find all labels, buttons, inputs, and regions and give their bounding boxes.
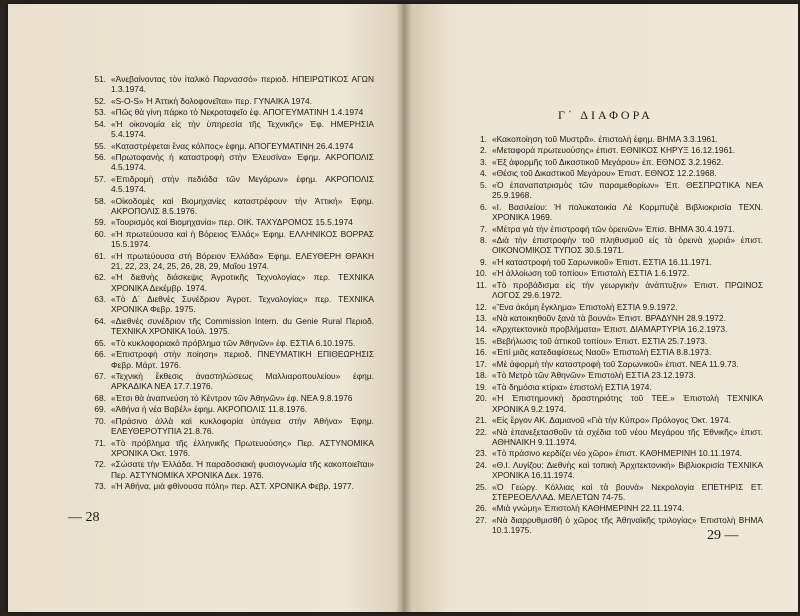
entry-text: «Μιὰ γνώμη» Ἐπιστολὴ ΚΑΘΗΜΕΡΙΝΗ 22.11.1974. <box>492 503 685 514</box>
entry-number: 68. <box>94 392 106 403</box>
entry-number: 53. <box>94 107 106 118</box>
entry-number: 67. <box>94 371 106 382</box>
entry-text: «Καταστρέφεται ἕνας κόλπος» ἐφημ. ΑΠΟΓΕΥΜΑΤΙΝΗ 26.4.1974 <box>111 140 354 151</box>
entry-text: «Θέσις τοῦ Δικαστικοῦ Μεγάρου» Ἐπιστ. ΕΘΝΟΣ 12.2.1968. <box>492 168 717 179</box>
entry-text: «Τὸ προβάδισμα εἰς τὴν γεωργικὴν ἀνάπτυξιν» Ἐπιστ. ΠΡΩΙΝΟΣ ΛΟΓΟΣ 29.6.1972. <box>492 279 763 301</box>
entry-number: 52. <box>94 95 106 106</box>
entry-text: «Τὸ πρόβλημα τῆς ἑλληνικῆς Πρωτευούσης» Περ. ΑΣΤΥΝΟΜΙΚΑ ΧΡΟΝΙΚΑ Ὀκτ. 1976. <box>111 437 374 458</box>
entry-text: «Ἡ Ἀθήνα, μιὰ φθίνουσα πόλη» περ. ΑΣΤ. ΧΡΟΝΙΚΑ Φεβρ. 1977. <box>111 481 354 492</box>
entry-number: 58. <box>94 195 106 206</box>
bibliography-entry <box>84 349 374 370</box>
entry-number: 13. <box>475 313 487 323</box>
bibliography-entry <box>463 415 763 425</box>
bibliography-entry <box>463 313 763 323</box>
bibliography-entry <box>463 460 763 481</box>
bibliography-entry <box>84 371 374 392</box>
bibliography-entry <box>84 174 374 195</box>
right-page <box>403 4 798 612</box>
entry-text: «Ὁ Γεώργ. Κόλλιας καὶ τὰ βουνὰ» Νεκρολογία ΕΠΕΤΗΡΙΣ ΕΤ. ΣΤΕΡΕΟΕΛΛΑΔ. ΜΕΛΕΤΩΝ 74-75. <box>492 481 763 502</box>
entry-number: 24. <box>475 459 487 470</box>
entry-text: «Ἀρχιτεκτονικὰ προβλήματα» Ἐπιστ. ΔΙΑΜΑΡΤΥΡΙΑ 16.2.1973. <box>492 324 728 335</box>
entry-text: «Ἐπὶ μιᾶς κατεδαφίσεως Ναοῦ» Ἐπιστολὴ ΕΣΤΙΑ 8.8.1973. <box>492 347 712 358</box>
entry-text: «Τουρισμὸς καὶ Βιομηχανία» περ. ΟΙΚ. ΤΑΧΥΔΡΟΜΟΣ 15.5.1974 <box>111 217 353 228</box>
entry-text: «Μέτρα γιὰ τὴν ἐπιστροφὴ τῶν ὀρεινῶν» Ἐπισ. ΒΗΜΑ 30.4.1971. <box>492 223 735 234</box>
entry-text: «Ἡ πρωτεύουσα στὴ Βόρειον Ἑλλάδα» Ἐφημ. ΕΛΕΥΘΕΡΗ ΘΡΑΚΗ 21, 22, 23, 24, 25, 26, 28, 29, Μαΐου 1974. <box>111 250 374 271</box>
entry-text: «Θ.Ι. Λυγίζου: Διεθνὴς καὶ τοπικὴ Ἀρχιτεκτονικὴ» Βιβλιοκρισία ΤΕΧΝΙΚΑ ΧΡΟΝΙΚΑ 16.11.1974. <box>492 459 763 481</box>
bibliography-entry <box>84 152 374 173</box>
entry-text: «Ἐπιδρομὴ στὴν πεδιάδα τῶν Μεγάρων» ἐφημ. ΑΚΡΟΠΟΛΙΣ 4.5.1974. <box>111 173 374 195</box>
bibliography-entry <box>463 157 763 167</box>
bibliography-entry <box>463 324 763 334</box>
entry-text: «Διὰ τὴν ἐπιστροφὴν τοῦ πληθυσμοῦ εἰς τὰ ὀρεινὰ χωριά» ἐπιστ. ΟΙΚΟΝΟΜΙΚΟΣ ΤΥΠΟΣ 30.5.1971. <box>492 234 763 256</box>
entry-number: 59. <box>94 217 106 228</box>
book-spread <box>8 4 798 612</box>
entry-text: «Τὸ Δ΄ Διεθνὲς Συνέδριον Ἀγροτ. Τεχνολογίας» περ. ΤΕΧΝΙΚΑ ΧΡΟΝΙΚΑ Φεβρ. 1975. <box>111 294 374 315</box>
entry-number: 12. <box>475 301 487 312</box>
entry-number: 54. <box>94 118 106 129</box>
entry-number: 64. <box>94 315 106 326</box>
bibliography-entry <box>84 229 374 250</box>
bibliography-entry <box>84 196 374 217</box>
bibliography-entry <box>84 141 374 151</box>
entry-text: «Ὁ ἐπαναπατρισμὸς τῶν παραμεθορίων» Ἐπ. ΘΕΣΠΡΩΤΙΚΑ ΝΕΑ 25.9.1968. <box>492 179 763 201</box>
entry-number: 62. <box>94 272 106 283</box>
bibliography-entry <box>463 448 763 458</box>
bibliography-entry <box>84 404 374 414</box>
entry-text: «Νὰ κατοικηθοῦν ξανὰ τὰ βουνά» Ἐπιστ. ΒΡΑΔΥΝΗ 28.9.1972. <box>492 313 726 323</box>
bibliography-entry <box>84 416 374 437</box>
entry-number: 73. <box>94 481 106 492</box>
entry-number: 7. <box>480 223 487 234</box>
entry-text: «Πῶς θὰ γίνη πάρκο τὸ Νεκροταφεῖο ἐφ. ΑΠΟΓΕΥΜΑΤΙΝΗ 1.4.1974 <box>111 107 364 118</box>
bibliography-entry <box>463 257 763 267</box>
entry-text: «Ἡ ἀλλοίωση τοῦ τοπίου» Ἐπιστολὴ ΕΣΤΙΑ 1.6.1972. <box>492 268 690 279</box>
entry-number: 61. <box>94 250 106 261</box>
entry-text: «Μεταφορὰ πρωτευούσης» ἐπιστ. ΕΘΝΙΚΟΣ ΚΗΡΥΞ 16.12.1961. <box>492 145 736 156</box>
bibliography-entry <box>463 382 763 392</box>
entry-number: 22. <box>475 426 487 437</box>
bibliography-entry <box>84 316 374 337</box>
bibliography-entry <box>463 359 763 369</box>
entry-number: 21. <box>475 415 487 426</box>
entry-number: 14. <box>475 324 487 335</box>
entry-number: 51. <box>94 74 106 84</box>
entry-number: 9. <box>480 256 487 267</box>
entry-number: 25. <box>475 481 487 492</box>
entry-number: 8. <box>480 234 487 245</box>
entry-number: 18. <box>475 370 487 381</box>
bibliography-entry <box>463 202 763 223</box>
entry-text: «Τὸ πράσινο κερδίζει νέο χῶρο» ἐπιστ. ΚΑΘΗΜΕΡΙΝΗ 10.11.1974. <box>492 448 742 459</box>
section-heading: Γ΄ ΔΙΑΦΟΡΑ <box>558 108 653 122</box>
entry-text: «Σώσατε τὴν Ἑλλάδα. Ἡ παραδοσιακὴ φυσιογνωμία τῆς κακοποιεῖται» Περ. ΑΣΤΥΝΟΜΙΚΑ ΧΡΟΝΙΚΑ Δεκ. 1976. <box>111 459 374 480</box>
entry-number: 60. <box>94 228 106 239</box>
left-page-entry-list <box>84 74 374 493</box>
entry-text: «Πράσινο ἀλλὰ καὶ κυκλοφορία ὑπάγεια στὴν Ἀθήνα» Ἐφημ. ΕΛΕΥΘΕΡΟΤΥΠΙΑ 21.8.76. <box>111 415 374 437</box>
entry-number: 19. <box>475 381 487 392</box>
page-number-left: — 28 <box>68 510 100 525</box>
entry-number: 27. <box>475 514 487 525</box>
bibliography-entry <box>84 96 374 106</box>
entry-text: «Νὰ ἐπανεξετασθοῦν τὰ σχέδια τοῦ νέου Μεγάρου τῆς Ἐθνικῆς» ἐπιστ. ΑΘΗΝΑΙΚΗ 9.11.1974. <box>492 426 763 447</box>
entry-text: «Τὸ κυκλοφοριακὸ πρόβλημα τῶν Ἀθηνῶν» ἐφ. ΕΣΤΙΑ 6.10.1975. <box>111 337 356 348</box>
bibliography-entry <box>463 370 763 380</box>
entry-text: «Βεβήλωσις τοῦ ἀττικοῦ τοπίου» Ἐπιστ. ΕΣΤΙΑ 25.7.1973. <box>492 335 708 346</box>
entry-number: 23. <box>475 448 487 459</box>
bibliography-entry <box>463 302 763 312</box>
right-page-entry-list <box>463 134 763 537</box>
page-number-right: 29 — <box>707 528 739 543</box>
entry-number: 1. <box>480 134 487 144</box>
entry-number: 26. <box>475 503 487 514</box>
entry-text: «Πρωτοφανὴς ἡ καταστροφὴ στὴν Ἐλευσίνα» Ἐφημ. ΑΚΡΟΠΟΛΙΣ 4.5.1974. <box>111 152 374 173</box>
entry-text: «Διεθνὲς συνέδριον τῆς Commission Intern. du Genie Rural Περιοδ. ΤΕΧΝΙΚΑ ΧΡΟΝΙΚΑ Ἰούλ. 1975. <box>111 315 374 337</box>
left-page <box>8 4 403 612</box>
entry-number: 65. <box>94 337 106 348</box>
entry-text: «Ἀνεβαίνοντας τὸν ἰταλικὸ Παρνασσό» περιοδ. ΗΠΕΙΡΩΤΙΚΟΣ ΑΓΩΝ 1.3.1974. <box>111 74 374 95</box>
bibliography-entry <box>463 134 763 144</box>
bibliography-entry <box>84 272 374 293</box>
bibliography-entry <box>463 503 763 513</box>
entry-text: «Ἡ οἰκονομία εἰς τὴν ὑπηρεσία τῆς Τεχνικῆς» Ἐφ. ΗΜΕΡΗΣΙΑ 5.4.1974. <box>111 118 374 140</box>
bibliography-entry <box>84 393 374 403</box>
entry-number: 2. <box>480 145 487 156</box>
entry-number: 5. <box>480 179 487 190</box>
entry-number: 69. <box>94 404 106 415</box>
entry-number: 3. <box>480 156 487 167</box>
bibliography-entry <box>84 338 374 348</box>
bibliography-entry <box>84 119 374 140</box>
bibliography-entry <box>463 224 763 234</box>
bibliography-entry <box>463 347 763 357</box>
bibliography-entry <box>84 251 374 272</box>
bibliography-entry <box>463 427 763 448</box>
bibliography-entry <box>84 217 374 227</box>
entry-text: «Ἀθήνα ἡ νέα Βαβέλ» ἐφημ. ΑΚΡΟΠΟΛΙΣ 11.8.1976. <box>111 404 308 415</box>
bibliography-entry <box>463 280 763 301</box>
bibliography-entry <box>463 180 763 201</box>
entry-number: 55. <box>94 140 106 151</box>
bibliography-entry <box>463 168 763 178</box>
entry-text: «Ἡ Ἐπιστημονικὴ δραστηριότης τοῦ ΤΕΕ.» Ἐπιστολὴ ΤΕΧΝΙΚΑ ΧΡΟΝΙΚΑ 9.2.1974. <box>492 393 763 414</box>
bibliography-entry <box>84 107 374 117</box>
bibliography-entry <box>84 74 374 95</box>
entry-number: 57. <box>94 173 106 184</box>
entry-text: «Ἐτσι θὰ ἀναπνεύση τὸ Κέντρον τῶν Ἀθηνῶν» ἐφ. ΝΕΑ 9.8.1976 <box>111 392 353 403</box>
entry-number: 6. <box>480 201 487 212</box>
entry-number: 56. <box>94 152 106 163</box>
entry-number: 10. <box>475 268 487 279</box>
entry-text: «Εἰς ἔργον ΑΚ. Δαμιανοῦ «Γιὰ τὴν Κύπρο» Πρόλογος Ὀκτ. 1974. <box>492 415 731 426</box>
entry-text: «Ἡ διεθνὴς διάσκεψις Ἀγροτικῆς Τεχνολογίας» περ. ΤΕΧΝΙΚΑ ΧΡΟΝΙΚΑ Δεκέμβρ. 1974. <box>111 272 374 293</box>
entry-text: «Οἰκοδομὲς καὶ Βιομηχανίες καταστρέφουν τὴν Ἀττική» Ἐφημ. ΑΚΡΟΠΟΛΙΣ 8.5.1976. <box>111 195 374 216</box>
entry-text: «Ἡ πρωτεύουσα καὶ ἡ Βόρειος Ἑλλάς» Ἐφημ. ΕΛΛΗΝΙΚΟΣ ΒΟΡΡΑΣ 15.5.1974. <box>111 228 374 250</box>
bibliography-entry <box>463 336 763 346</box>
bibliography-entry <box>84 438 374 459</box>
entry-text: «Ι. Βασιλείου: Ἡ πολυκατοικία Λὲ Κορμπυζιὲ Βιβλιοκρισία ΤΕΧΝ. ΧΡΟΝΙΚΑ 1969. <box>492 201 763 223</box>
entry-number: 66. <box>94 349 106 360</box>
entry-number: 11. <box>475 279 487 290</box>
bibliography-entry <box>84 481 374 491</box>
entry-text: «Κακοποίηση τοῦ Μυστρᾶ». ἐπιστολὴ ἐφημ. ΒΗΜΑ 3.3.1961. <box>492 134 718 144</box>
bibliography-entry <box>84 294 374 315</box>
book-gutter <box>396 4 412 612</box>
entry-text: «Ἐπιστροφὴ στὴν ποίηση» περιοδ. ΠΝΕΥΜΑΤΙΚΗ ΕΠΙΘΕΩΡΗΣΙΣ Φεβρ. Μάρτ. 1976. <box>111 349 374 370</box>
entry-number: 17. <box>475 358 487 369</box>
bibliography-entry <box>463 145 763 155</box>
entry-number: 63. <box>94 294 106 305</box>
entry-text: «Ἕνα ἀκόμη ἔγκλημα» Ἐπιστολὴ ΕΣΤΙΑ 9.9.1972. <box>492 301 678 312</box>
bibliography-entry <box>463 393 763 414</box>
entry-number: 15. <box>475 335 487 346</box>
entry-number: 70. <box>94 415 106 426</box>
entry-text: «Τὸ Μετρὸ τῶν Ἀθηνῶν» Ἐπιστολὴ ΕΣΤΙΑ 23.12.1973. <box>492 370 696 381</box>
entry-number: 71. <box>94 437 106 448</box>
entry-text: «Μὲ ἀφορμὴ τὴν καταστροφὴ τοῦ Σαρωνικοῦ» ἐπιστ. ΝΕΑ 11.9.73. <box>492 358 739 369</box>
entry-text: «Τεχνικὴ ἔκθεσις ἀναστηλώσεως Μαλλιαροπουλείου» ἐφημ. ΑΡΚΑΔΙΚΑ ΝΕΑ 17.7.1976. <box>111 371 374 392</box>
entry-text: «Νὰ διαρρυθμισθῆ ὁ χῶρος τῆς Ἀθηναϊκῆς τριλογίας» Ἐπιστολὴ ΒΗΜΑ 10.1.1975. <box>492 514 763 536</box>
bibliography-entry <box>463 482 763 503</box>
bibliography-entry <box>84 459 374 480</box>
entry-text: «Τὰ δημόσια κτίρια» ἐπιστολὴ ΕΣΤΙΑ 1974. <box>492 381 652 392</box>
entry-text: «S-O-S» Ἡ Ἀττικὴ δολοφονεῖται» περ. ΓΥΝΑΙΚΑ 1974. <box>111 95 313 106</box>
entry-number: 72. <box>94 459 106 470</box>
entry-number: 16. <box>475 347 487 358</box>
bibliography-entry <box>463 235 763 256</box>
entry-text: «Ἐξ ἀφορμῆς τοῦ Δικαστικοῦ Μεγάρου» ἐπ. ΕΘΝΟΣ 3.2.1962. <box>492 156 724 167</box>
bibliography-entry <box>463 268 763 278</box>
entry-text: «Ἡ καταστροφὴ τοῦ Σαρωνικοῦ» Ἐπιστ. ΕΣΤΙΑ 16.11.1971. <box>492 256 713 267</box>
entry-number: 20. <box>475 393 487 404</box>
entry-number: 4. <box>480 168 487 179</box>
